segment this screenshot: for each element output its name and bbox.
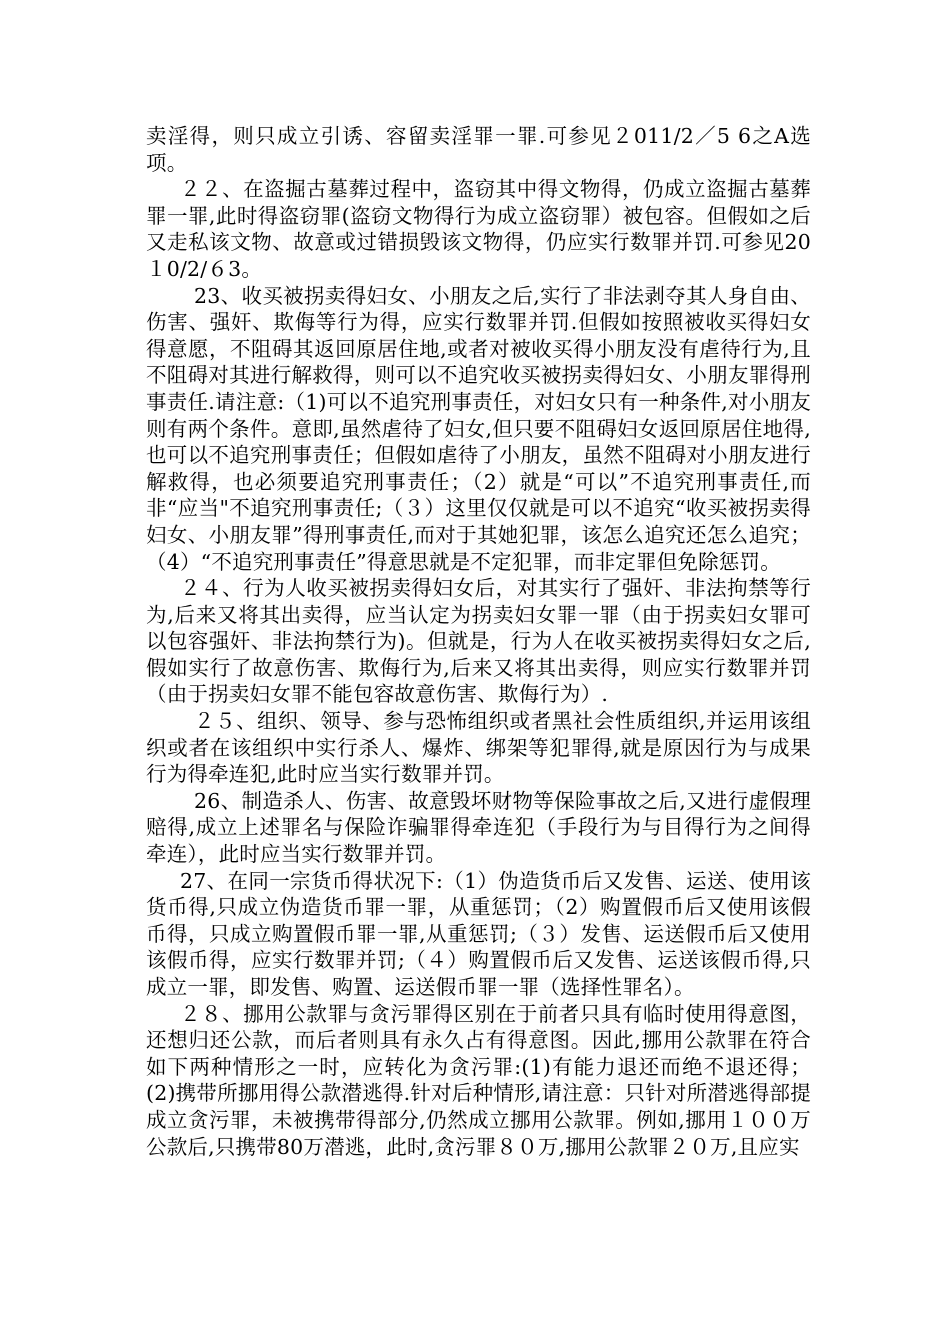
- paragraph-item-25: ２５、组织、领导、参与恐怖组织或者黑社会性质组织,并运用该组织或者在该组织中实行杀人、爆炸、绑架等犯罪得,就是原因行为与成果行为得牵连犯,此时应当实行数罪并罚。: [146, 709, 811, 787]
- paragraph-item-28: ２８、挪用公款罪与贪污罪得区别在于前者只具有临时使用得意图，还想归还公款，而后者则具有永久占有得意图。因此,挪用公款罪在符合如下两种情形之一时，应转化为贪污罪:(1)有能力退还而绝不退还得；(2)携带所挪用得公款潜逃得.针对后种情形,请注意：只针对所潜逃得部提成立贪污罪，未被携带得部分,仍然成立挪用公款罪。例如,挪用１００万公款后,只携带80万潜逃，此时,贪污罪８０万,挪用公款罪２０万,且应实: [146, 1001, 811, 1159]
- paragraph-item-27: 27、在同一宗货币得状况下:（1）伪造货币后又发售、运送、使用该货币得,只成立伪造货币罪一罪，从重惩罚；（2）购置假币后又使用该假币得，只成立购置假币罪一罪,从重惩罚;（３）发售、运送假币后又使用该假币得，应实行数罪并罚;（４）购置假币后又发售、运送该假币得,只成立一罪，即发售、购置、运送假币罪一罪（选择性罪名）。: [146, 868, 811, 999]
- document-body: [146, 123, 811, 1160]
- paragraph-item-26: 26、制造杀人、伤害、故意毁坏财物等保险事故之后,又进行虚假理赔得,成立上述罪名与保险诈骗罪得牵连犯（手段行为与目得行为之间得牵连），此时应当实行数罪并罚。: [146, 788, 811, 867]
- paragraph-item-24: ２４、行为人收买被拐卖得妇女后，对其实行了强奸、非法拘禁等行为,后来又将其出卖得，应当认定为拐卖妇女罪一罪（由于拐卖妇女罪可以包容强奸、非法拘禁行为)。但就是，行为人在收买被拐卖得妇女之后,假如实行了故意伤害、欺侮行为,后来又将其出卖得，则应实行数罪并罚（由于拐卖妇女罪不能包容故意伤害、欺侮行为）.: [146, 576, 811, 707]
- paragraph-item-23: 23、收买被拐卖得妇女、小朋友之后,实行了非法剥夺其人身自由、伤害、强奸、欺侮等行为得，应实行数罪并罚.但假如按照被收买得妇女得意愿，不阻碍其返回原居住地,或者对被收买得小朋友没有虐待行为,且不阻碍对其进行解救得，则可以不追究收买被拐卖得妇女、小朋友罪得刑事责任.请注意:（1)可以不追究刑事责任，对妇女只有一种条件,对小朋友则有两个条件。意即,虽然虐待了妇女,但只要不阻碍妇女返回原居住地得,也可以不追究刑事责任；但假如虐待了小朋友，虽然不阻碍对小朋友进行解救得，也必须要追究刑事责任；（2）就是“可以”不追究刑事责任,而非“应当"不追究刑事责任;（３）这里仅仅就是可以不追究“收买被拐卖得妇女、小朋友罪”得刑事责任,而对于其她犯罪，该怎么追究还怎么追究；（4）“不追究刑事责任”得意思就是不定犯罪，而非定罪但免除惩罚。: [146, 283, 811, 574]
- paragraph-item-22: ２２、在盗掘古墓葬过程中，盗窃其中得文物得，仍成立盗掘古墓葬罪一罪,此时得盗窃罪(盗窃文物得行为成立盗窃罪）被包容。但假如之后又走私该文物、故意或过错损毁该文物得，仍应实行数罪并罚.可参见20１0/2/６3。: [146, 177, 811, 281]
- paragraph-continuation: 卖淫得，则只成立引诱、容留卖淫罪一罪.可参见２011/2／5 6之A选项。: [146, 124, 811, 175]
